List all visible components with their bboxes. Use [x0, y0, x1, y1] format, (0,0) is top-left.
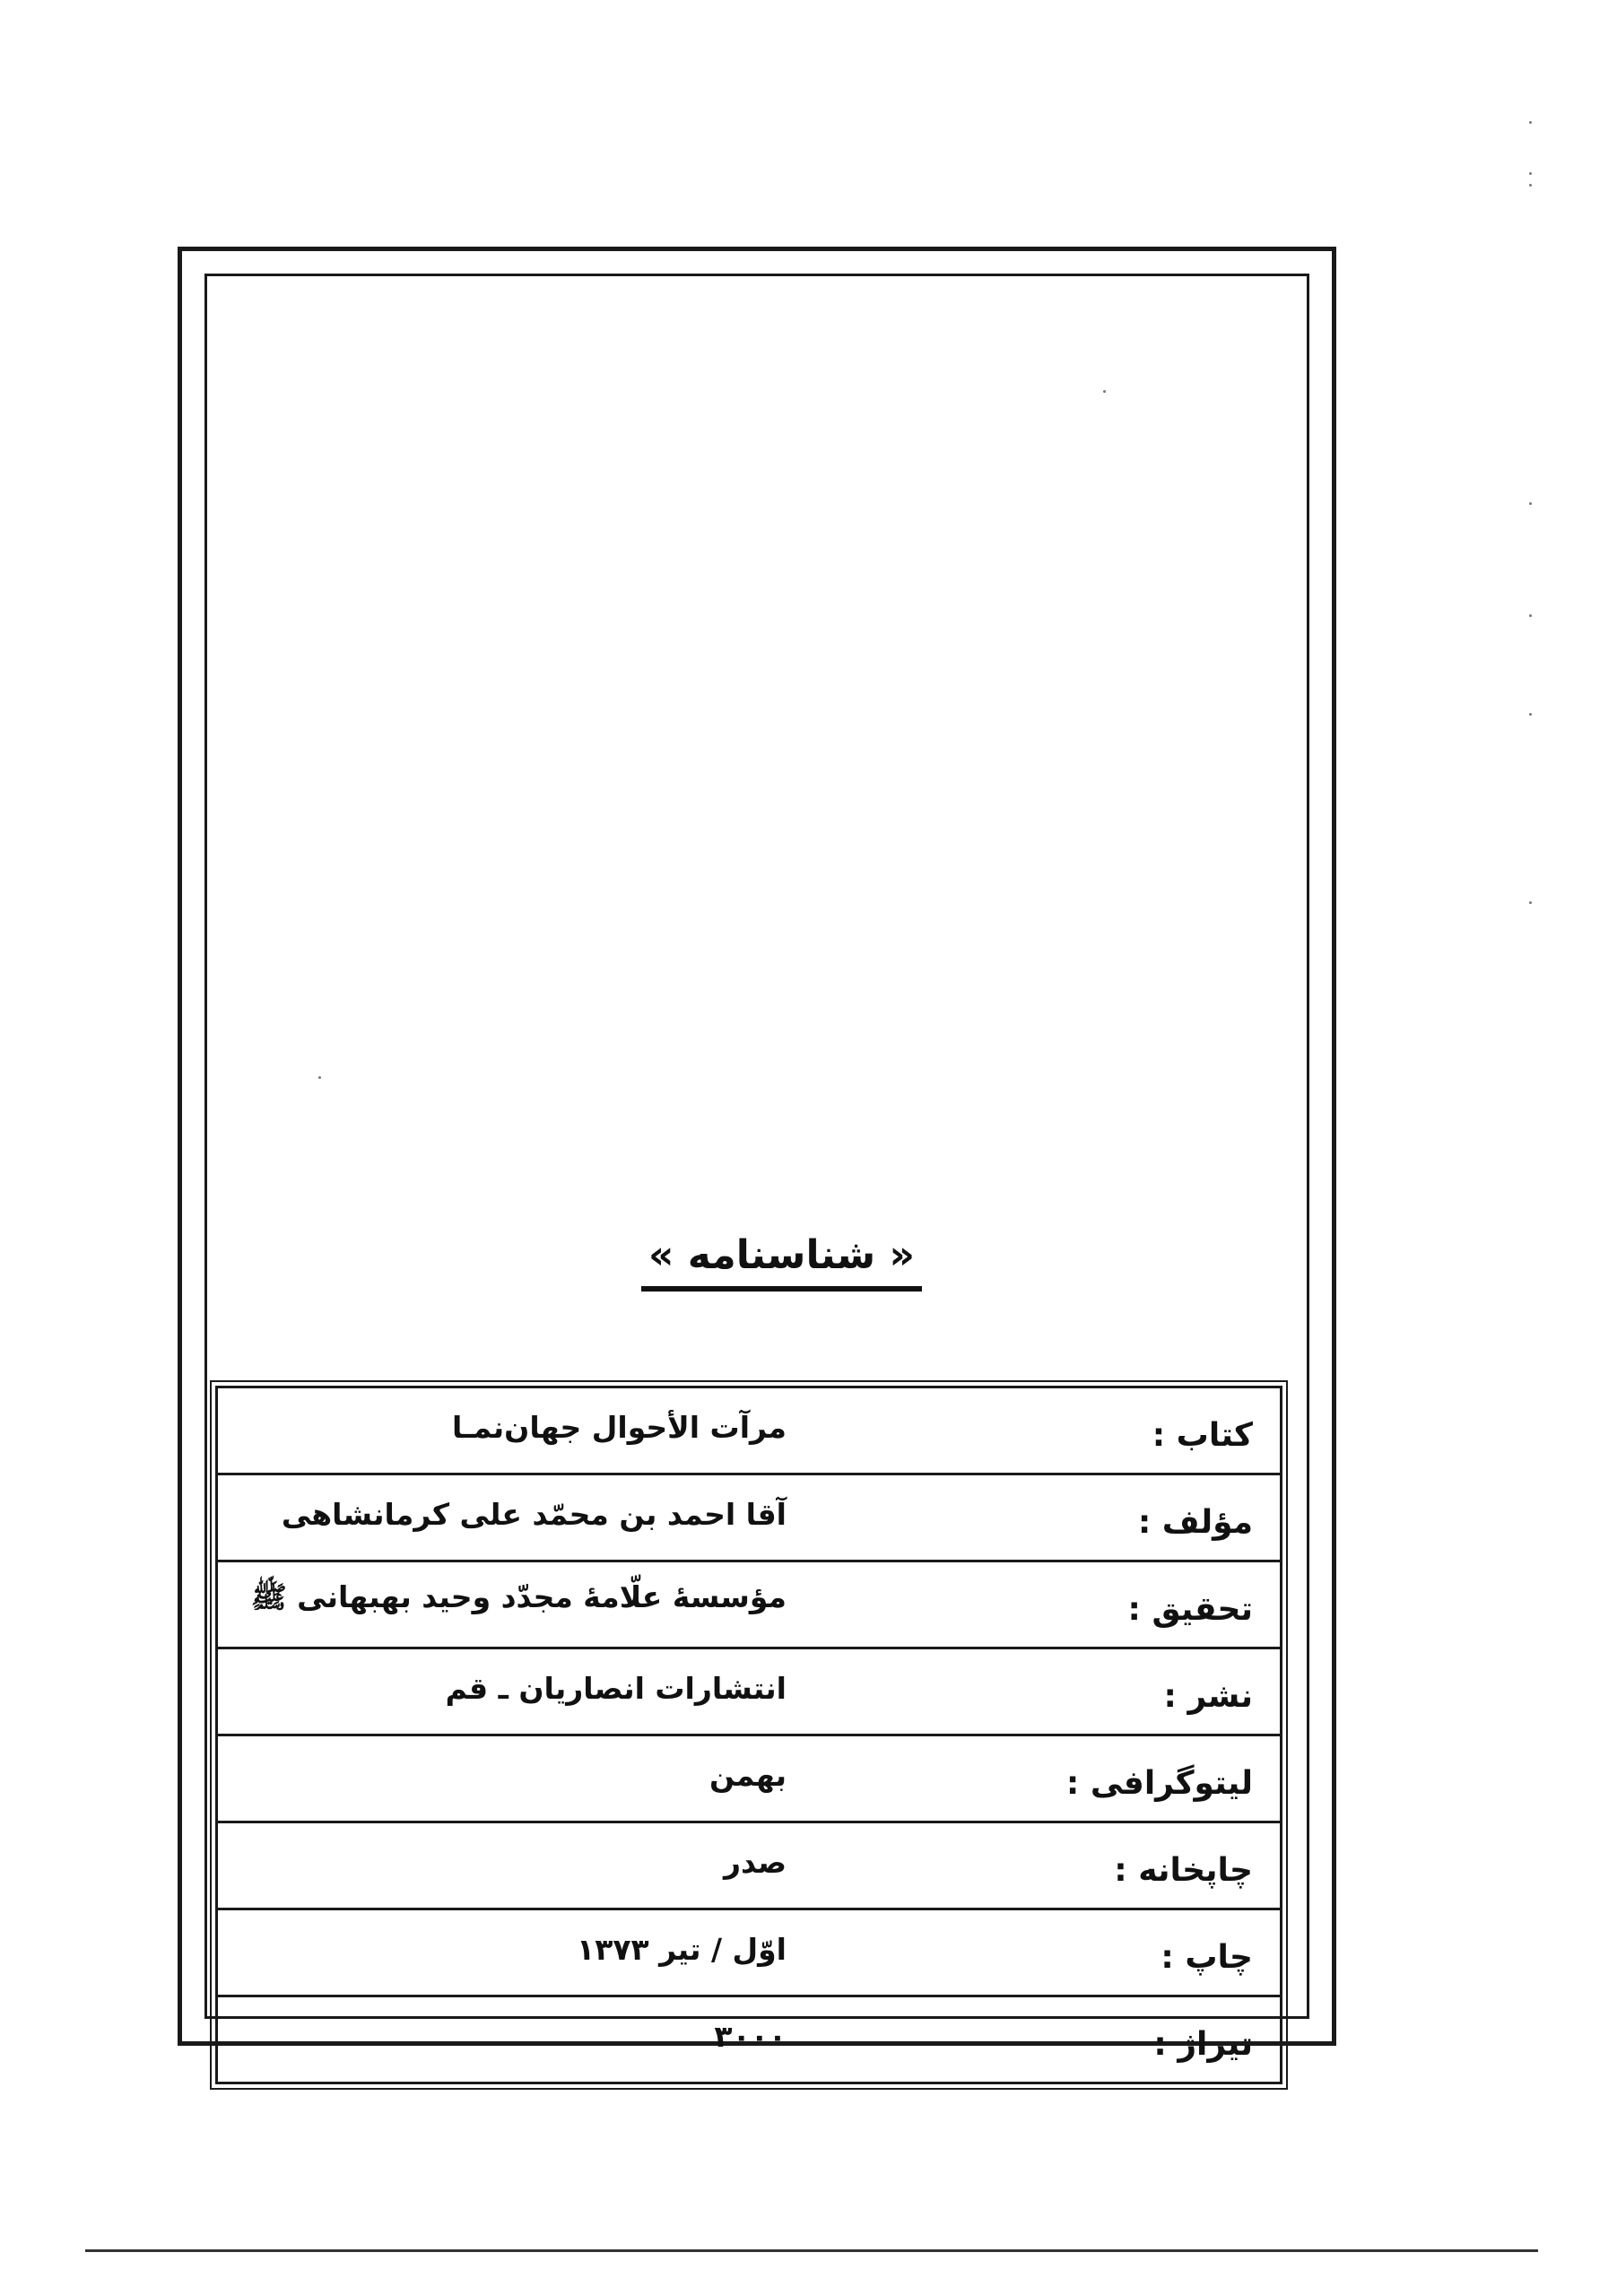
scan-speck: [1529, 901, 1532, 904]
table-row: [217, 1735, 1282, 1822]
scan-speck: [1529, 121, 1532, 124]
scan-speck: [1529, 713, 1532, 716]
heading-container: [0, 1231, 1617, 1292]
field-value-printhouse: صدر: [217, 1822, 1030, 1909]
scan-speck: [318, 1076, 321, 1079]
scan-speck: [1103, 390, 1106, 393]
table-row: [217, 1474, 1282, 1561]
field-value-author: آقا احمد بن محمّد علی کرمانشاهی: [217, 1474, 1030, 1561]
field-value-book: مرآت الأحوال جهان‌نمـا: [451, 1409, 787, 1445]
scan-speck: [1529, 172, 1532, 175]
field-value-circulation: ۳۰۰۰: [217, 1996, 1030, 2083]
scan-speck: [1529, 184, 1532, 187]
field-value-edition: اوّل / تیر ۱۳۷۳: [217, 1909, 1030, 1996]
field-label-publisher: نشر :: [1029, 1648, 1282, 1735]
field-label-research: تحقیق :: [1029, 1561, 1282, 1648]
table-row: [217, 1822, 1282, 1909]
field-label-lithography: لیتوگرافی :: [1029, 1735, 1282, 1822]
field-label-book: کتاب :: [1152, 1416, 1253, 1454]
table-row: [217, 1996, 1282, 2083]
field-label-printhouse: چاپخانه :: [1029, 1822, 1282, 1909]
colophon-table: [215, 1386, 1282, 2084]
field-label-author: مؤلف :: [1029, 1474, 1282, 1561]
table-row: [217, 1387, 1282, 1474]
scan-speck: [1529, 614, 1532, 617]
field-value-lithography: بهمن: [217, 1735, 1030, 1822]
table-row: [217, 1561, 1282, 1648]
field-value-publisher: انتشارات انصاریان ـ قم: [217, 1648, 1030, 1735]
page-title: « شناسنامه »: [641, 1231, 922, 1292]
table-row: [217, 1648, 1282, 1735]
field-label-edition: چاپ :: [1029, 1909, 1282, 1996]
scan-speck: [1529, 502, 1532, 505]
footer-rule: [85, 2249, 1538, 2252]
table-row: [217, 1909, 1282, 1996]
field-value-research: مؤسسهٔ علّامهٔ مجدّد وحید بهبهانی ﷺ: [217, 1561, 1030, 1648]
field-label-circulation: تیراژ :: [1029, 1996, 1282, 2083]
